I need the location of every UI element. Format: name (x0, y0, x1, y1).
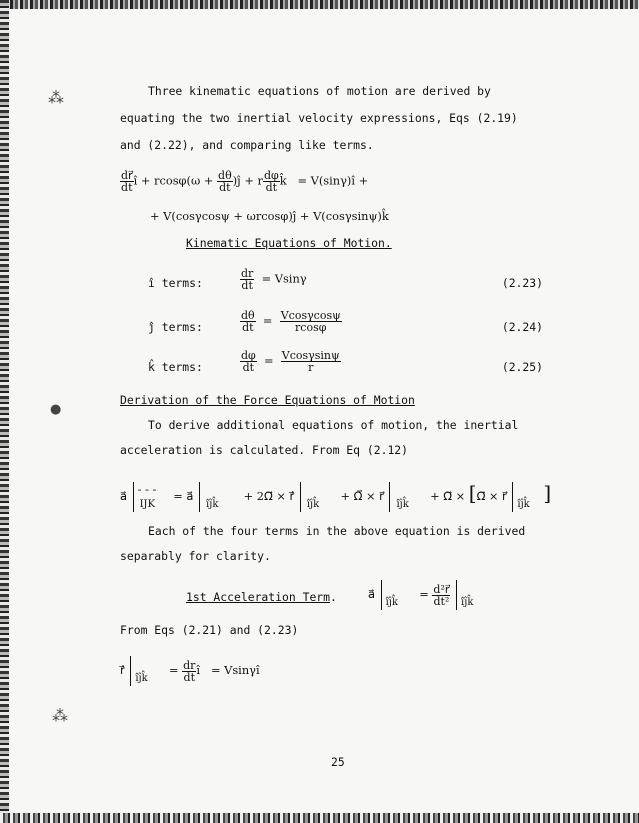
para2-line1: To derive additional equations of motion, the inertial (148, 418, 519, 432)
para1-line1: Three kinematic equations of motion are derived by (148, 84, 491, 98)
from-eqs-line: From Eqs (2.21) and (2.23) (120, 623, 299, 637)
para1-line2: equating the two inertial velocity expressions, Eqs (2.19) (120, 111, 518, 125)
first-term-equation: a⃗ îĵk̂ = $\frac{\text{d²r⃗}}{\text{dt²}}$ îĵk̂ (368, 580, 491, 610)
equation-2-25: $\frac{d\varphi}{dt}$ = $\frac{Vcos\gamma\sin\psi}{r}$ (241, 349, 340, 374)
r-dot-equation: ṙ⃗ îĵk̂ = $\frac{dr}{dt}$ î = Vsinγî (120, 656, 260, 686)
para3-line2: separably for clarity. (120, 549, 271, 563)
page-number: 25 (331, 755, 345, 769)
scan-dot-icon: ● (50, 402, 62, 417)
scan-speck-icon: ⁂ (52, 706, 68, 725)
scan-border-top (0, 0, 639, 9)
derivation-heading: Derivation of the Force Equations of Motion (120, 393, 415, 407)
velocity-equation-line1: $\frac{dr⃗}{dt}$ î + rcosφ(ω + $\frac{d\theta}{dt}$ )ĵ + r $\frac{d\varphi}{dt}$ k̂ = V(sinγ)î + (121, 169, 369, 194)
scan-border-bottom (0, 813, 639, 823)
para1-line3: and (2.22), and comparing like terms. (120, 138, 374, 152)
equation-number-2-24: (2.24) (501, 320, 543, 334)
kinematic-equations-heading: Kinematic Equations of Motion. (186, 236, 392, 250)
velocity-equation-line2: + V(cosγcosψ + ωrcosφ)ĵ + V(cosγsinψ)k̂ (150, 209, 389, 223)
scan-border-left (0, 0, 9, 823)
first-term-heading: 1st Acceleration Term. (186, 590, 337, 604)
equation-2-24: $\frac{d\theta}{dt}$ = $\frac{Vcos\gamma\cos\psi}{rcos\varphi}$ (241, 309, 341, 334)
scan-speck-icon: ⁂ (48, 88, 64, 107)
acceleration-equation: a⃗ IJK - - - = a⃗ îĵk̂ + 2Ω⃗ × ṙ⃗ îĵk̂ + Ω̇⃗ × r⃗ îĵk̂ + Ω⃗ × [Ω⃗ × r⃗ îĵk̂ ] (120, 481, 552, 510)
para2-line2: acceleration is calculated. From Eq (2.12) (120, 443, 409, 457)
equation-2-23: $\frac{dr}{dt}$ = Vsinγ (241, 267, 307, 292)
para3-line1: Each of the four terms in the above equation is derived (148, 524, 526, 538)
k-terms-label: k̂ terms: (148, 360, 203, 374)
equation-number-2-25: (2.25) (501, 360, 543, 374)
i-terms-label: î terms: (148, 276, 203, 290)
equation-number-2-23: (2.23) (501, 276, 543, 290)
j-terms-label: ĵ terms: (148, 320, 203, 334)
